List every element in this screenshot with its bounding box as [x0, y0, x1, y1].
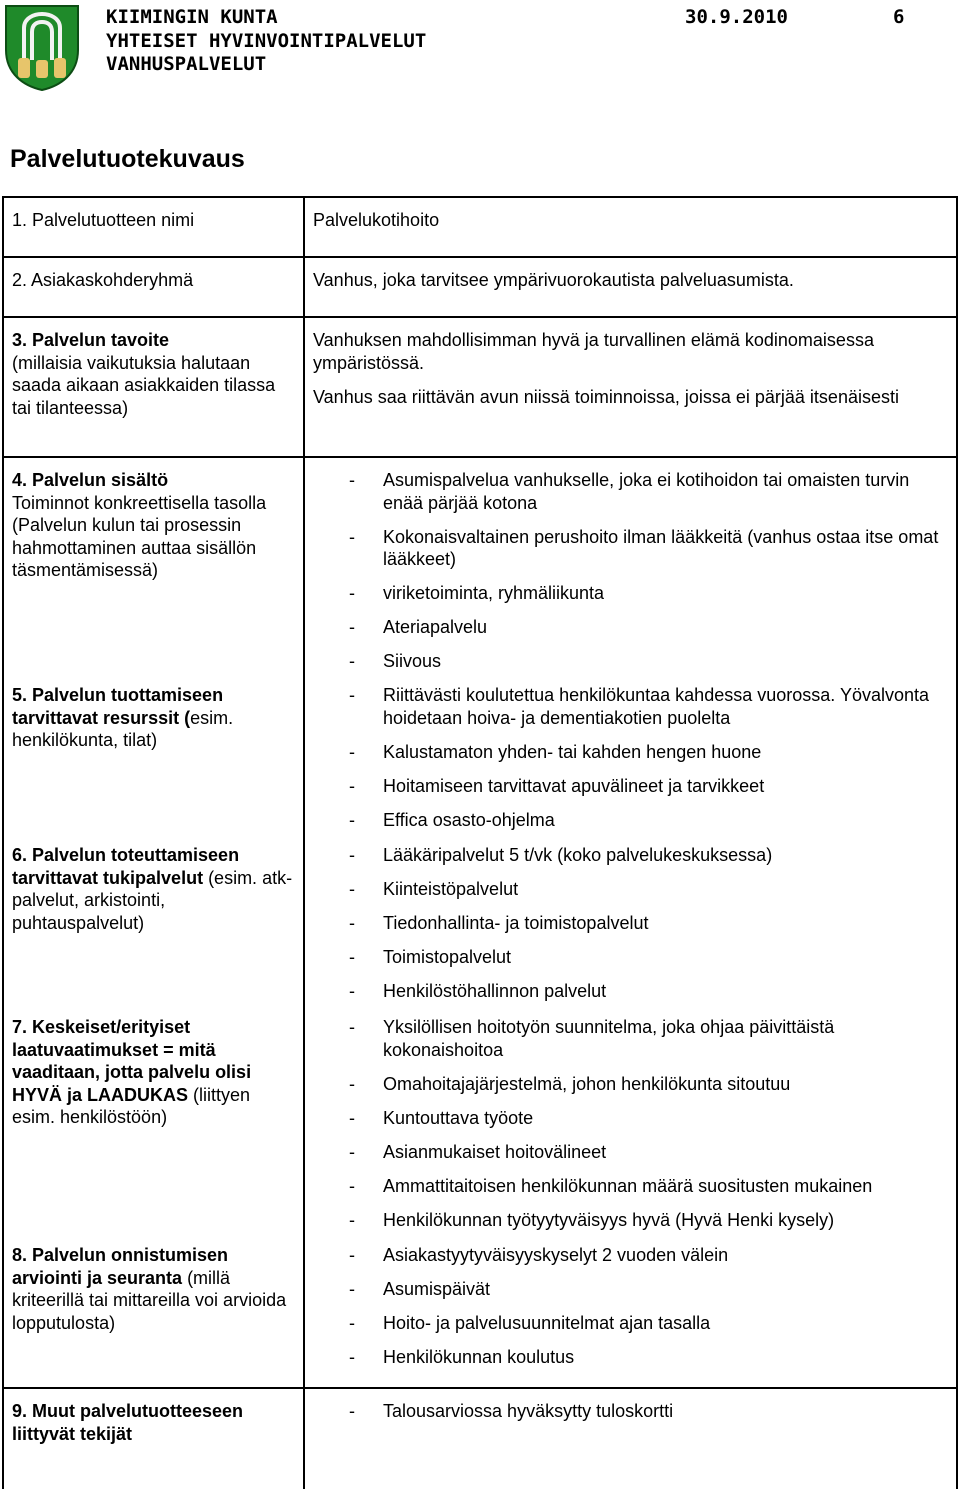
- list-item: - Toimistopalvelut: [313, 946, 950, 969]
- table-row: [3, 684, 957, 844]
- service-description-table: [2, 196, 958, 1489]
- table-row: [3, 457, 957, 684]
- label-description: (millä kriteerillä tai mittareilla voi arvioida lopputulosta): [12, 1267, 287, 1333]
- label-description: Toiminnot konkreettisella tasolla (Palvelun kulun tai prosessin hahmottaminen auttaa sisällön täsmentämisessä): [12, 492, 267, 580]
- row-value: [304, 1244, 957, 1388]
- row-label: [3, 457, 304, 684]
- label-description: esim. henkilökunta, tilat): [12, 707, 234, 750]
- table-row: [3, 317, 957, 457]
- table-row: [3, 844, 957, 1016]
- row-value: [304, 197, 957, 257]
- page-number: 6: [893, 6, 905, 28]
- label-description: (esim. atk-palvelut, arkistointi, puhtauspalvelut): [12, 867, 293, 933]
- row-label: [3, 844, 304, 1016]
- dash-list: [313, 1244, 950, 1369]
- label-heading: 6. Palvelun toteuttamiseen tarvittavat tukipalvelut: [12, 845, 240, 888]
- list-item: - Hoito- ja palvelusuunnitelmat ajan tasalla: [313, 1312, 950, 1335]
- value-paragraph: Vanhus saa riittävän avun niissä toiminnoissa, joissa ei pärjää itsenäisesti: [313, 386, 899, 407]
- dash-list: [313, 844, 950, 1003]
- list-item: - Henkilökunnan koulutus: [313, 1346, 950, 1369]
- list-item: - Riittävästi koulutettua henkilökuntaa kahdessa vuorossa. Yövalvonta hoidetaan hoiva- ja dementiakotien puolelta: [313, 684, 950, 729]
- header-municipality: KIIMINGIN KUNTA: [106, 6, 278, 28]
- table-row: [3, 1016, 957, 1244]
- value-text: Vanhus, joka tarvitsee ympärivuorokautista palveluasumista.: [313, 270, 794, 290]
- row-value: [304, 684, 957, 844]
- row-value: [304, 257, 957, 317]
- label-heading: 9. Muut palvelutuotteeseen liittyvät tekijät: [12, 1401, 244, 1444]
- list-item: - Tiedonhallinta- ja toimistopalvelut: [313, 912, 950, 935]
- list-item: - Kiinteistöpalvelut: [313, 878, 950, 901]
- row-value: [304, 317, 957, 457]
- row-label: [3, 257, 304, 317]
- label-text: 2. Asiakaskohderyhmä: [12, 270, 194, 290]
- list-item: - Kokonaisvaltainen perushoito ilman lääkkeitä (vanhus ostaa itse omat lääkkeet): [313, 526, 950, 571]
- document-title: Palvelutuotekuvaus: [10, 145, 245, 173]
- list-item: - Henkilöstöhallinnon palvelut: [313, 980, 950, 1003]
- row-label: [3, 1016, 304, 1244]
- dash-list: [313, 469, 950, 673]
- label-heading: 4. Palvelun sisältö: [12, 470, 169, 490]
- label-heading: 7. Keskeiset/erityiset laatuvaatimukset = mitä vaaditaan, jotta palvelu olisi HYVÄ ja LAADUKAS: [12, 1017, 252, 1105]
- list-item: - Yksilöllisen hoitotyön suunnitelma, joka ohjaa päivittäistä kokonaishoitoa: [313, 1016, 950, 1061]
- list-item: - Effica osasto-ohjelma: [313, 809, 950, 832]
- row-value: [304, 844, 957, 1016]
- label-text: 1. Palvelutuotteen nimi: [12, 210, 195, 230]
- header-unit: VANHUSPALVELUT: [106, 53, 267, 75]
- header-date: 30.9.2010: [685, 6, 788, 28]
- list-item: - Ateriapalvelu: [313, 616, 950, 639]
- row-value: [304, 457, 957, 684]
- label-heading: 5. Palvelun tuottamiseen tarvittavat resurssit (: [12, 685, 224, 728]
- dash-list: [313, 1016, 950, 1231]
- label-heading: 3. Palvelun tavoite: [12, 330, 170, 350]
- value-paragraph: Vanhuksen mahdollisimman hyvä ja turvallinen elämä kodinomaisessa ympäristössä.: [313, 330, 874, 373]
- row-label: [3, 1244, 304, 1388]
- header-division: YHTEISET HYVINVOINTIPALVELUT: [106, 30, 427, 52]
- list-item: - Kuntouttava työote: [313, 1107, 950, 1130]
- row-label: [3, 197, 304, 257]
- list-item: - Talousarviossa hyväksytty tuloskortti: [313, 1400, 950, 1423]
- label-description: (liittyen esim. henkilöstöön): [12, 1084, 251, 1127]
- list-item: - Asianmukaiset hoitovälineet: [313, 1141, 950, 1164]
- list-item: - Siivous: [313, 650, 950, 673]
- list-item: - Lääkäripalvelut 5 t/vk (koko palvelukeskuksessa): [313, 844, 950, 867]
- table-row: [3, 197, 957, 257]
- row-label: [3, 684, 304, 844]
- label-heading: 8. Palvelun onnistumisen arviointi ja seuranta: [12, 1245, 229, 1288]
- list-item: - viriketoiminta, ryhmäliikunta: [313, 582, 950, 605]
- list-item: - Kalustamaton yhden- tai kahden hengen huone: [313, 741, 950, 764]
- list-item: - Hoitamiseen tarvittavat apuvälineet ja tarvikkeet: [313, 775, 950, 798]
- table-row: [3, 1244, 957, 1388]
- list-item: - Asumispalvelua vanhukselle, joka ei kotihoidon tai omaisten turvin enää pärjää kotona: [313, 469, 950, 514]
- municipality-crest-logo: [4, 4, 80, 92]
- dash-list: [313, 684, 950, 831]
- row-label: [3, 317, 304, 457]
- table-row: [3, 257, 957, 317]
- list-item: - Ammattitaitoisen henkilökunnan määrä suositusten mukainen: [313, 1175, 950, 1198]
- row-value: [304, 1388, 957, 1489]
- list-item: - Omahoitajajärjestelmä, johon henkilökunta sitoutuu: [313, 1073, 950, 1096]
- label-description: (millaisia vaikutuksia halutaan saada aikaan asiakkaiden tilassa tai tilanteessa): [12, 352, 276, 418]
- table-row: [3, 1388, 957, 1489]
- list-item: - Henkilökunnan työtyytyväisyys hyvä (Hyvä Henki kysely): [313, 1209, 950, 1232]
- dash-list: [313, 1400, 950, 1423]
- list-item: - Asiakastyytyväisyyskyselyt 2 vuoden välein: [313, 1244, 950, 1267]
- row-label: [3, 1388, 304, 1489]
- row-value: [304, 1016, 957, 1244]
- value-text: Palvelukotihoito: [313, 210, 440, 230]
- list-item: - Asumispäivät: [313, 1278, 950, 1301]
